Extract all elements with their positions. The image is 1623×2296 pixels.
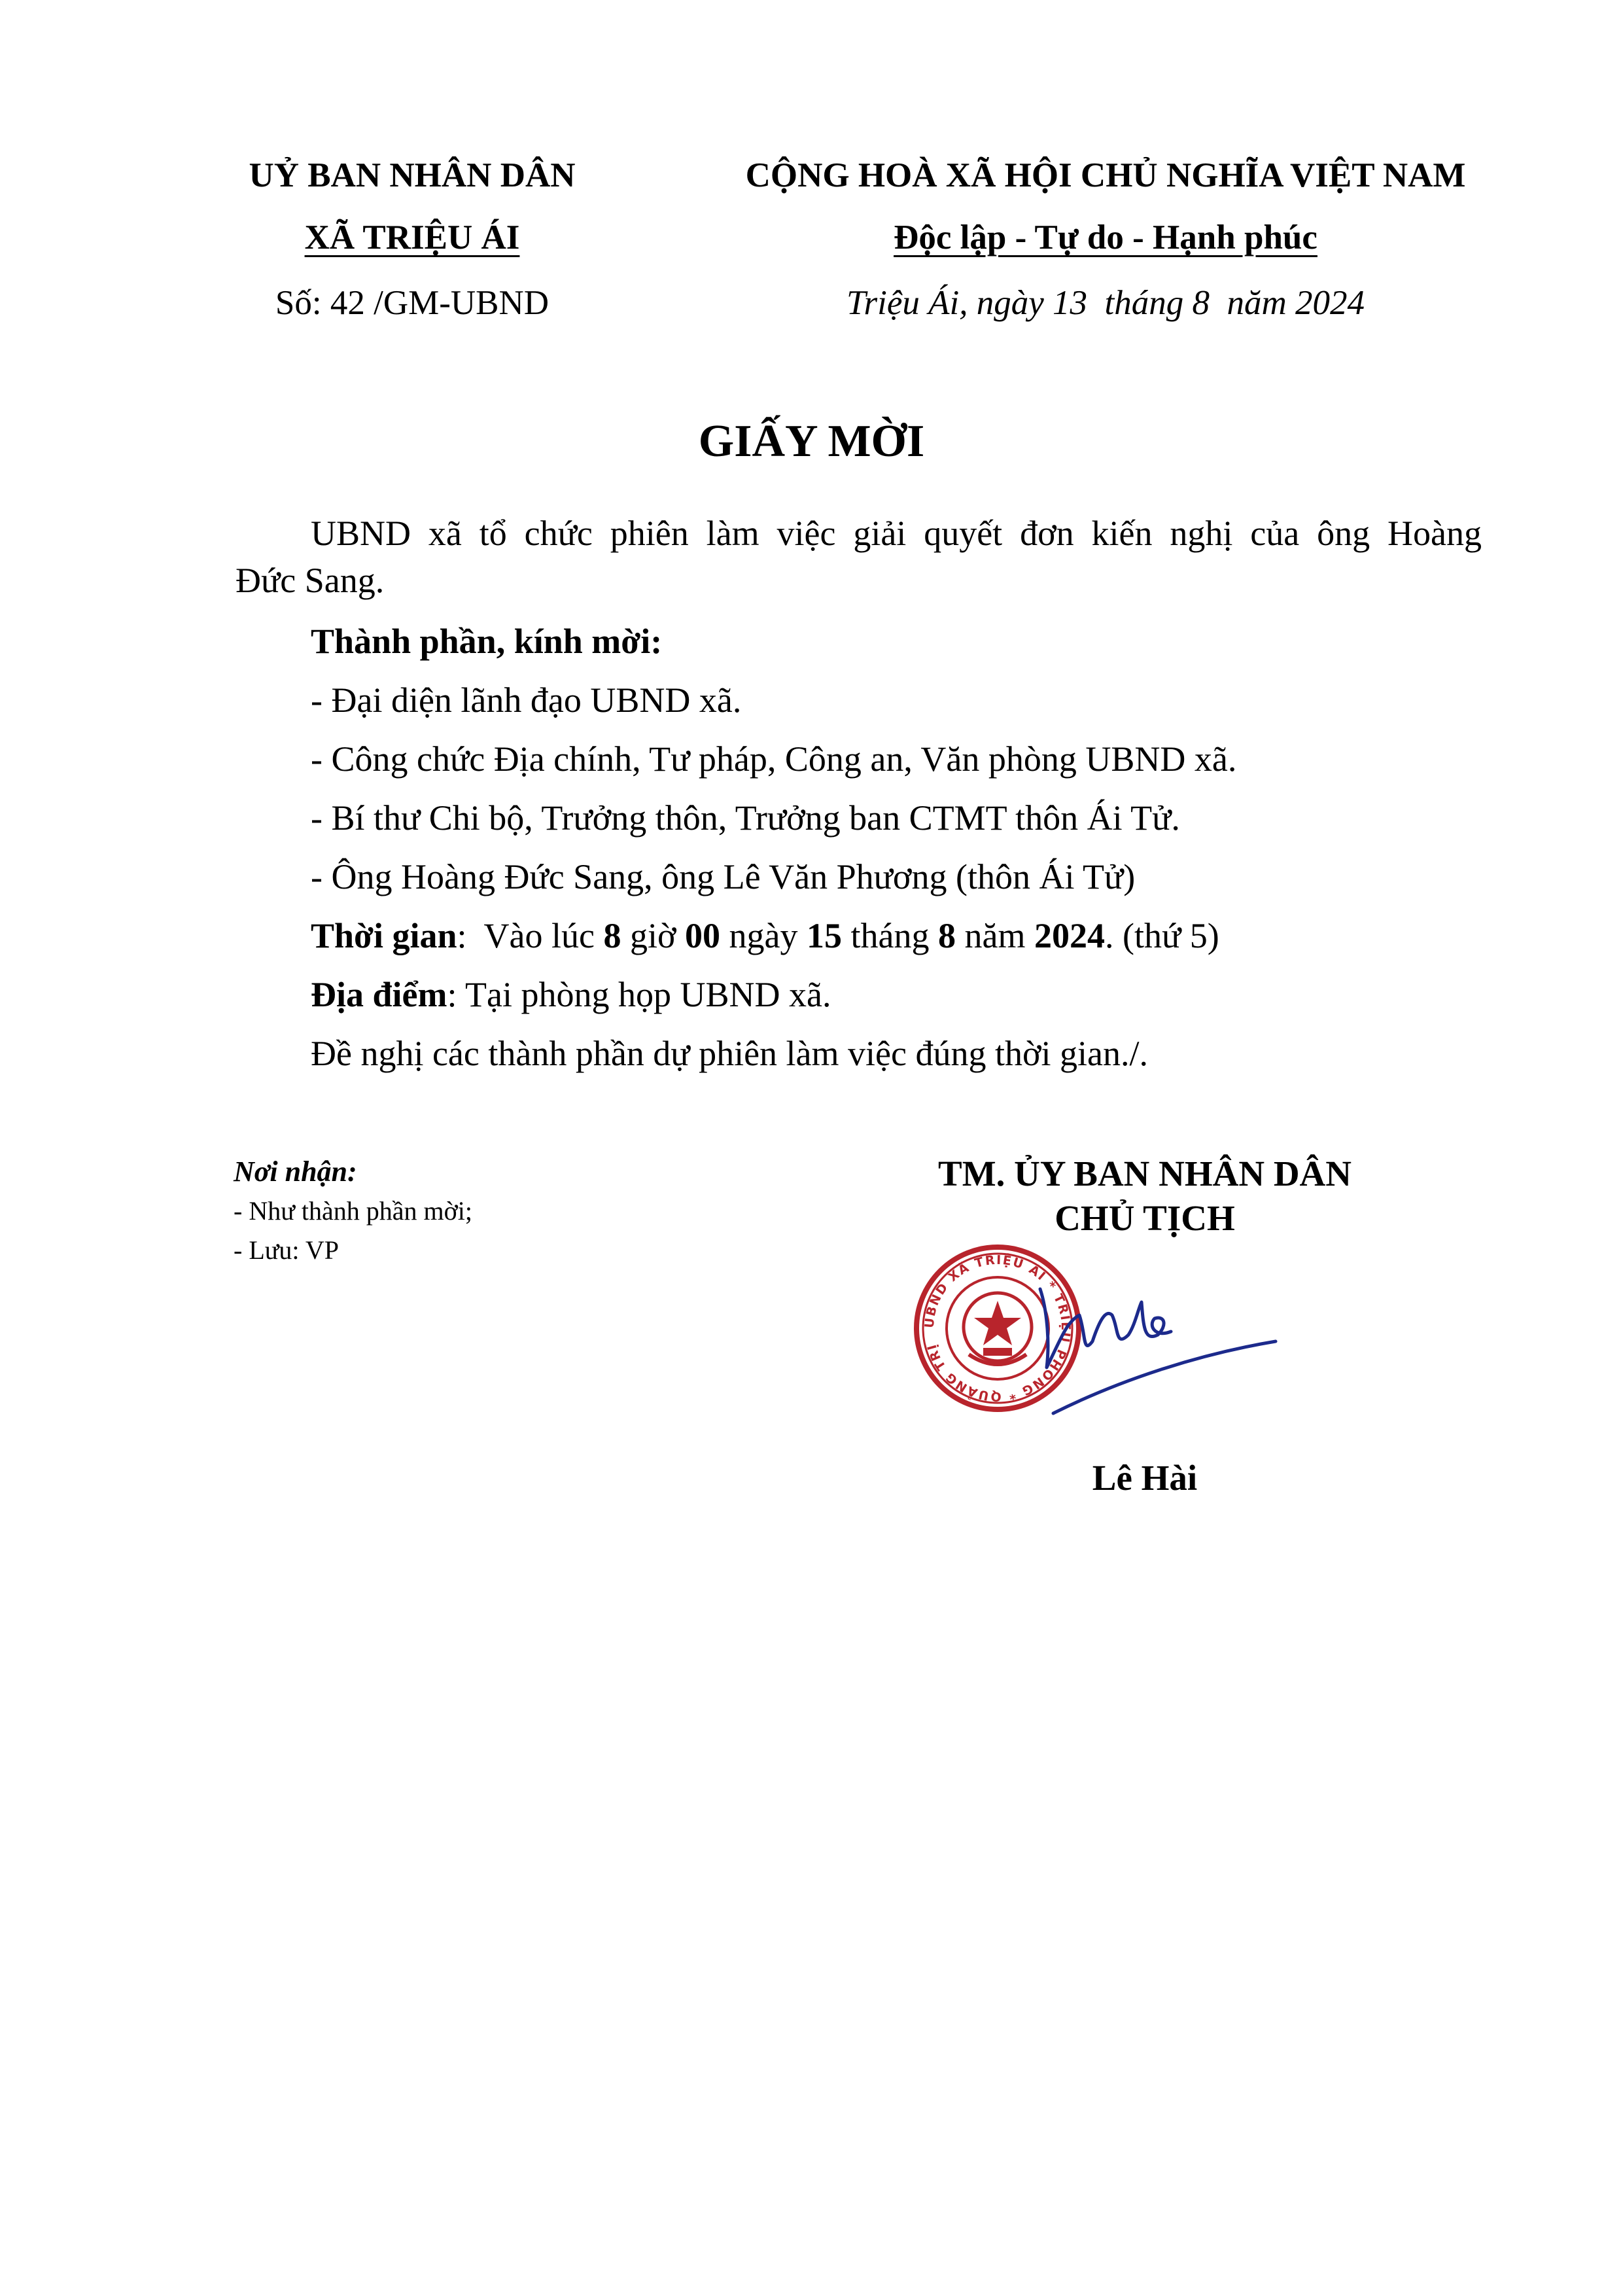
recipient-item: - Lưu: VP xyxy=(234,1235,339,1265)
seal-text: UBND XÃ TRIỆU ÁI * TRIỆU PHONG * QUẢNG TRỊ xyxy=(922,1252,1073,1404)
participant-item: - Công chức Địa chính, Tư pháp, Công an, Văn phòng UBND xã. xyxy=(311,739,1237,779)
intro-paragraph-cont: Đức Sang. xyxy=(236,561,385,600)
time-text: : Vào lúc xyxy=(457,916,604,955)
time-hour: 8 xyxy=(603,916,621,955)
meeting-time-label: Thời gian xyxy=(311,916,457,955)
participant-item: - Bí thư Chi bộ, Trưởng thôn, Trưởng ban CTMT thôn Ái Tử. xyxy=(311,798,1180,838)
meeting-location-text: : Tại phòng họp UBND xã. xyxy=(447,975,831,1014)
signer-position: CHỦ TỊCH xyxy=(1055,1198,1235,1238)
participants-heading: Thành phần, kính mời: xyxy=(311,622,663,661)
time-text: . (thứ 5) xyxy=(1104,916,1219,955)
recipients-heading: Nơi nhận: xyxy=(234,1156,357,1188)
time-text: giờ xyxy=(621,916,686,955)
nation-name: CỘNG HOÀ XÃ HỘI CHỦ NGHĨA VIỆT NAM xyxy=(745,156,1466,194)
agency-name: UỶ BAN NHÂN DÂN xyxy=(249,156,576,194)
document-number: Số: 42 /GM-UBND xyxy=(275,284,550,322)
time-month: 8 xyxy=(937,916,956,955)
time-year: 2024 xyxy=(1034,916,1105,955)
agency-commune xyxy=(229,216,595,259)
agency-commune-text: XÃ TRIỆU ÁI xyxy=(304,219,520,256)
handwritten-signature xyxy=(1021,1263,1282,1433)
participant-item: - Đại diện lãnh đạo UBND xã. xyxy=(311,680,742,720)
signer-name: Lê Hài xyxy=(1092,1458,1198,1498)
meeting-time xyxy=(311,913,1219,959)
place-date: Triệu Ái, ngày 13 tháng 8 năm 2024 xyxy=(846,284,1365,322)
nation-motto-text: Độc lập - Tự do - Hạnh phúc xyxy=(894,219,1318,256)
participant-item: - Ông Hoàng Đức Sang, ông Lê Văn Phương (thôn Ái Tử) xyxy=(311,857,1136,896)
time-minute: 00 xyxy=(685,916,721,955)
time-day: 15 xyxy=(807,916,842,955)
time-text: tháng xyxy=(842,916,938,955)
meeting-location xyxy=(311,972,831,1017)
closing-request: Đề nghị các thành phần dự phiên làm việc đúng thời gian./. xyxy=(311,1034,1148,1073)
document-title: GIẤY MỜI xyxy=(698,416,925,467)
time-text: năm xyxy=(955,916,1034,955)
meeting-location-label: Địa điểm xyxy=(311,975,447,1014)
nation-motto xyxy=(707,216,1505,259)
signer-title: TM. ỦY BAN NHÂN DÂN xyxy=(938,1154,1352,1193)
intro-paragraph: UBND xã tổ chức phiên làm việc giải quyết đơn kiến nghị của ông Hoàng xyxy=(311,514,1482,553)
recipient-item: - Như thành phần mời; xyxy=(234,1196,472,1226)
time-text: ngày xyxy=(720,916,807,955)
